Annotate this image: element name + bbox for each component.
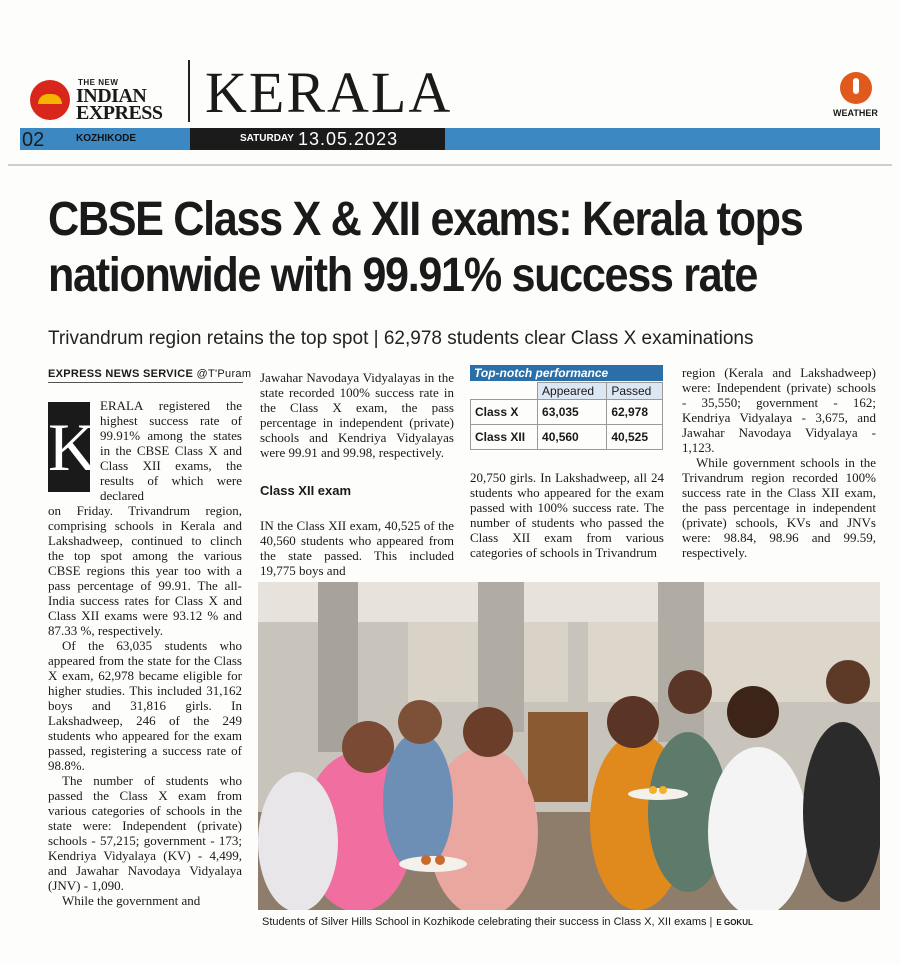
column-2-paragraph: Jawahar Navodaya Vidyalayas in the state recorded 100% success rate in the Class X exam, the pass percentage in independent (private) schools and Kendriya Vidyalayas were 99.91 and 99.98, respectively. <box>260 370 454 460</box>
headline-line2: nationwide with 99.91% success rate <box>48 249 758 302</box>
section-title: KERALA <box>205 60 453 125</box>
issue-date: 13.05.2023 <box>298 129 399 149</box>
paragraph: on Friday. Trivandrum region, comprising schools in Kerala and Lakshadweep, continued to clinch the top spot among the various CBSE regions this year too with a pass percentage of 99.91. The all-India success rates for Class X and Class XII exams were 93.12 % and 87.33 %, respectively. <box>48 503 242 638</box>
photo-illustration <box>258 582 880 910</box>
masthead-divider <box>188 60 190 122</box>
byline-place: @T'Puram <box>196 368 252 380</box>
headline <box>48 192 876 304</box>
caption-text: Students of Silver Hills School in Kozhikode celebrating their success in Class X, XII exams | <box>262 916 713 928</box>
masthead-strip <box>20 128 880 150</box>
table-row <box>471 425 663 450</box>
table-header-row <box>471 383 663 400</box>
celebration-photo <box>258 582 880 910</box>
table-row <box>471 400 663 425</box>
appeared-value: 40,560 <box>538 425 607 450</box>
column-header-appeared: Appeared <box>538 383 607 400</box>
newspaper-logo-icon <box>30 80 70 120</box>
column-header-passed: Passed <box>607 383 663 400</box>
passed-value: 40,525 <box>607 425 663 450</box>
paragraph: region (Kerala and Lakshadweep) were: Independent (private) schools - 35,550; government - 162; Kendriya Vidyalaya - 3,675, and Jawahar Navodaya Vidyalaya - 1,123. <box>682 365 876 455</box>
photo-credit: E GOKUL <box>716 918 753 927</box>
byline <box>48 368 251 380</box>
weather-label: WEATHER <box>833 108 878 118</box>
column-3-paragraph: 20,750 girls. In Lakshadweep, all 24 students who appeared for the exam passed with 100% success rate. The number of students who passed the Class XII exam from various categories of schools in Trivandrum <box>470 470 664 560</box>
column-1-body <box>48 503 242 908</box>
table-corner <box>471 383 538 400</box>
byline-service: EXPRESS NEWS SERVICE <box>48 368 194 380</box>
publication-name-line2: EXPRESS <box>76 102 163 124</box>
subheadline: Trivandrum region retains the top spot | 62,978 students clear Class X examinations <box>48 328 754 349</box>
paragraph: While government schools in the Trivandrum region recorded 100% success rate in the Class XII exam, the pass percentage in independent (private) schools, KVs and JNVs were: 98.84, 98.96 and 99.59, respectively. <box>682 455 876 560</box>
page-number: 02 <box>22 129 45 151</box>
thermometer-icon <box>840 72 872 104</box>
column-4-body <box>682 365 876 560</box>
header-rule <box>8 164 892 166</box>
appeared-value: 63,035 <box>538 400 607 425</box>
edition-location: KOZHIKODE <box>76 133 136 144</box>
passed-value: 62,978 <box>607 400 663 425</box>
row-label: Class X <box>471 400 538 425</box>
publication-name-line1: INDIAN <box>76 85 147 107</box>
drop-cap: K <box>48 402 90 492</box>
performance-table <box>470 382 663 450</box>
paragraph: Of the 63,035 students who appeared from the state for the Class X exam, 62,978 became eligible for higher studies. This included 31,162 boys and 31,816 girls. In Lakshadweep, 246 of the 249 students who appeared for the exam passed, registering a success rate of 98.8%. <box>48 638 242 773</box>
row-label: Class XII <box>471 425 538 450</box>
headline-line1: CBSE Class X & XII exams: Kerala tops <box>48 193 803 246</box>
table-title: Top-notch performance <box>470 365 663 381</box>
column-2-paragraph: IN the Class XII exam, 40,525 of the 40,560 students who appeared from the state passed. This included 19,775 boys and <box>260 518 454 578</box>
publication-prefix: THE NEW <box>78 78 119 87</box>
section-heading-class-xii: Class XII exam <box>260 483 352 498</box>
paragraph: While the government and <box>62 893 201 908</box>
lead-paragraph-start: ERALA registered the highest success rate of 99.91% among the states in the CBSE Class X and Class XII exams, the results of which were declared <box>100 398 242 503</box>
issue-day: SATURDAY <box>240 133 294 144</box>
paragraph: The number of students who passed the Class X exam from various categories of schools in the state were: Independent (private) schools - 57,215; government - 173; Kendriya Vidyalaya (KV) - 4,499, and Jawahar Navodaya Vidyalaya (JNV) - 1,090. <box>48 773 242 893</box>
byline-rule <box>48 382 243 383</box>
photo-caption <box>262 916 753 928</box>
